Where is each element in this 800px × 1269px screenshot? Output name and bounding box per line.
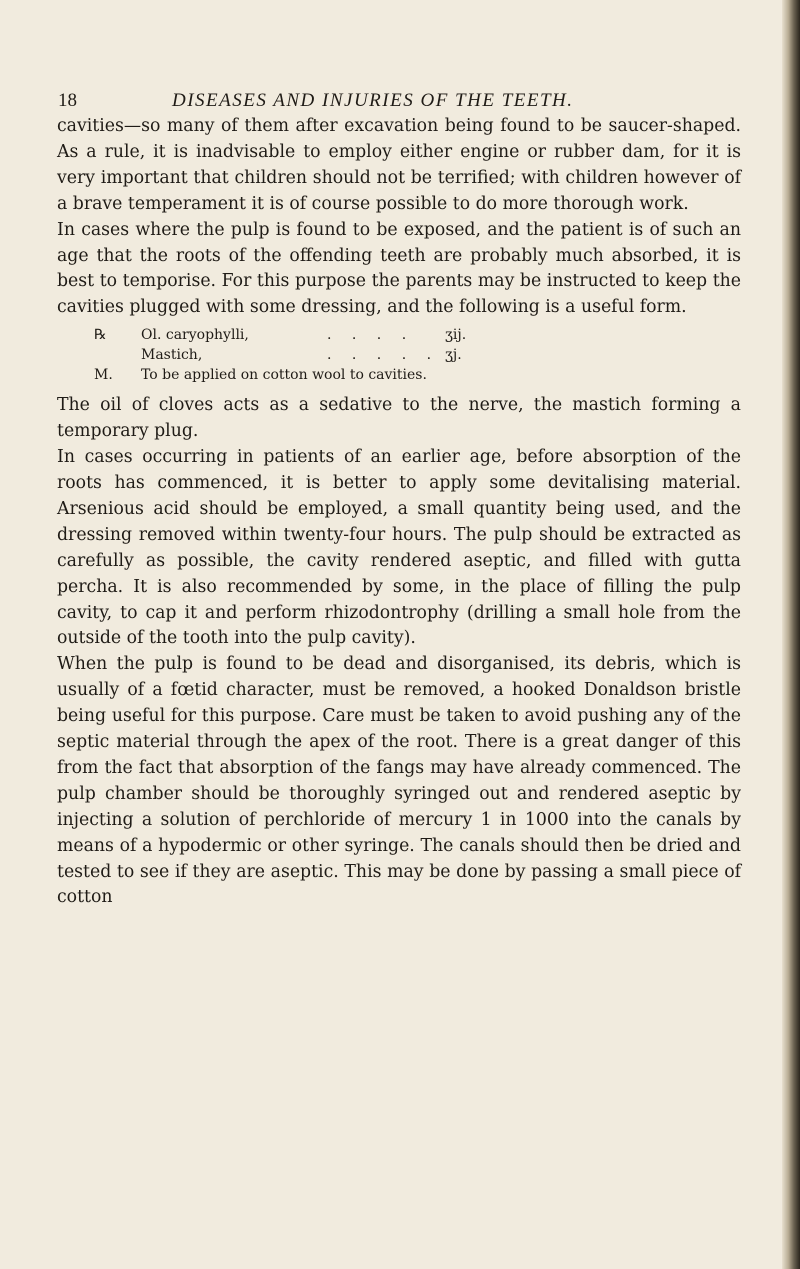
leader-dots: . . . . .: [327, 347, 440, 364]
running-title: DISEASES AND INJURIES OF THE TEETH.: [172, 90, 574, 111]
paragraph: cavities—so many of them after excavation being found to be saucer-shaped. As a rule, it is inadvisable to employ either engine or rubber dam, for it is very important that children should not be terrified; with children however of a brave temperament it is of course possible to do more thorough work.: [57, 116, 741, 214]
ingredient-dose: ʒj.: [445, 347, 462, 364]
prescription-row: [57, 325, 741, 345]
prescription-directions: [57, 365, 741, 385]
page-number: 18: [58, 90, 77, 111]
ingredient-name: Mastich,: [141, 347, 203, 364]
ingredient-name: Ol. caryophylli,: [141, 327, 249, 344]
paragraph: When the pulp is found to be dead and disorganised, its debris, which is usually of a fœtid character, must be removed, a hooked Donaldson bristle being useful for this purpose. Care must be taken to avoid pushing any of the septic material through the apex of the root. There is a great danger of this from the fact that absorption of the fangs may have already commenced. The pulp chamber should be thoroughly syringed out and rendered aseptic by injecting a solution of perchloride of mercury 1 in 1000 into the canals by means of a hypodermic or other syringe. The canals should then be dried and tested to see if they are aseptic. This may be done by passing a small piece of cotton: [57, 654, 741, 908]
binding-edge: [782, 0, 800, 1269]
page-header: [58, 90, 748, 116]
paragraph: In cases where the pulp is found to be exposed, and the patient is of such an age that the roots of the offending teeth are probably much absorbed, it is best to temporise. For this purpose the parents may be instructed to keep the cavities plugged with some dressing, and the following is a useful form.: [57, 219, 741, 318]
prescription-row: [57, 345, 741, 365]
rx-symbol: ℞: [94, 327, 107, 344]
mix-directions: To be applied on cotton wool to cavities.: [141, 367, 427, 384]
leader-dots: . . . .: [327, 327, 415, 344]
prescription: [57, 325, 741, 385]
body-text: [57, 114, 741, 911]
paragraph: In cases occurring in patients of an earlier age, before absorption of the roots has commenced, it is better to apply some devitalising material. Arsenious acid should be employed, a small quantity being used, and the dressing removed within twenty-four hours. The pulp should be extracted as carefully as possible, the cavity rendered aseptic, and filled with gutta percha. It is also recommended by some, in the place of filling the pulp cavity, to cap it and perform rhizodontrophy (drilling a small hole from the outside of the tooth into the pulp cavity).: [57, 447, 741, 649]
mix-label: M.: [94, 367, 113, 384]
paragraph: The oil of cloves acts as a sedative to the nerve, the mastich forming a temporary plug.: [57, 395, 741, 442]
ingredient-dose: ʒij.: [445, 327, 467, 344]
